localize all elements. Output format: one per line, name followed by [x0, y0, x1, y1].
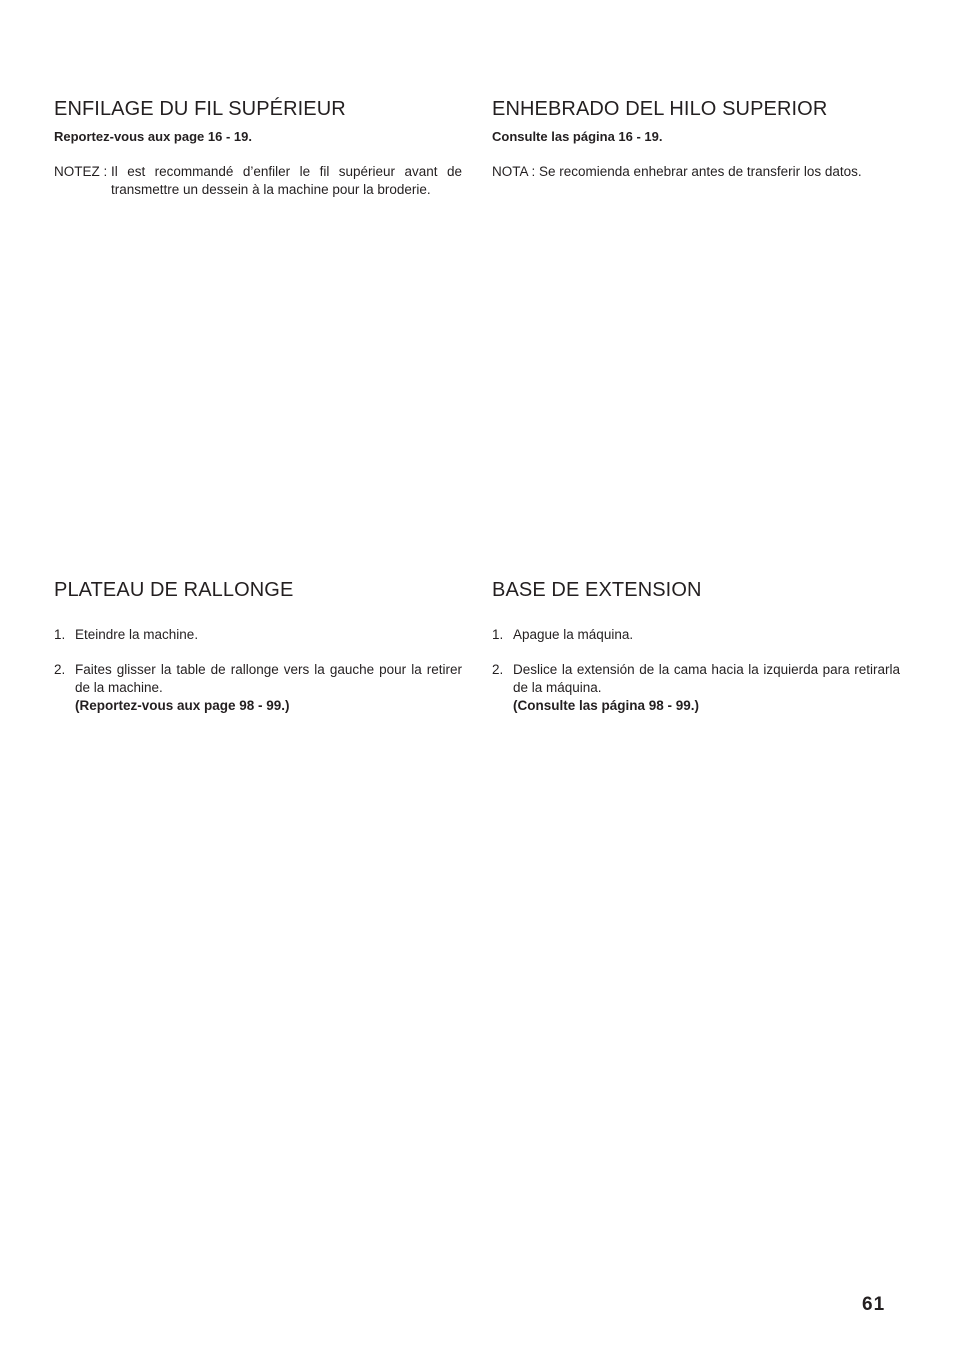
step-reference: (Consulte las página 98 - 99.)	[513, 698, 700, 713]
section-title: BASE DE EXTENSION	[492, 579, 702, 601]
step-number: 2.	[492, 662, 504, 677]
page-reference: Reportez-vous aux page 16 - 19.	[54, 129, 252, 144]
page-number: 61	[862, 1294, 886, 1315]
note-text: Il est recommandé d’enfiler le fil supérieur avant de transmettre un dessein à la machine pour la broderie.	[111, 164, 462, 197]
list-item	[492, 661, 900, 715]
step-reference: (Reportez-vous aux page 98 - 99.)	[75, 698, 290, 713]
note: NOTA : Se recomienda enhebrar antes de transferir los datos.	[492, 164, 862, 179]
list-item	[54, 661, 462, 715]
section-title: PLATEAU DE RALLONGE	[54, 579, 294, 601]
note-label: NOTEZ :	[54, 164, 111, 179]
section-es-extension	[492, 578, 900, 715]
section-fr-extension	[54, 578, 462, 715]
step-text: Faites glisser la table de rallonge vers la gauche pour la retirer de la machine.	[75, 662, 462, 695]
section-title: ENFILAGE DU FIL SUPÉRIEUR	[54, 98, 346, 120]
note	[54, 163, 462, 199]
list-item	[54, 626, 462, 644]
step-number: 2.	[54, 662, 66, 677]
section-es-threading	[492, 97, 900, 181]
step-text: Deslice la extensión de la cama hacia la izquierda para retirarla de la máquina.	[513, 662, 900, 695]
step-number: 1.	[54, 627, 66, 642]
step-text: Apague la máquina.	[513, 627, 634, 642]
page-reference: Consulte las página 16 - 19.	[492, 129, 663, 144]
step-text: Eteindre la machine.	[75, 627, 199, 642]
list-item	[492, 626, 900, 644]
section-fr-threading	[54, 97, 462, 199]
section-title: ENHEBRADO DEL HILO SUPERIOR	[492, 98, 828, 120]
step-number: 1.	[492, 627, 504, 642]
